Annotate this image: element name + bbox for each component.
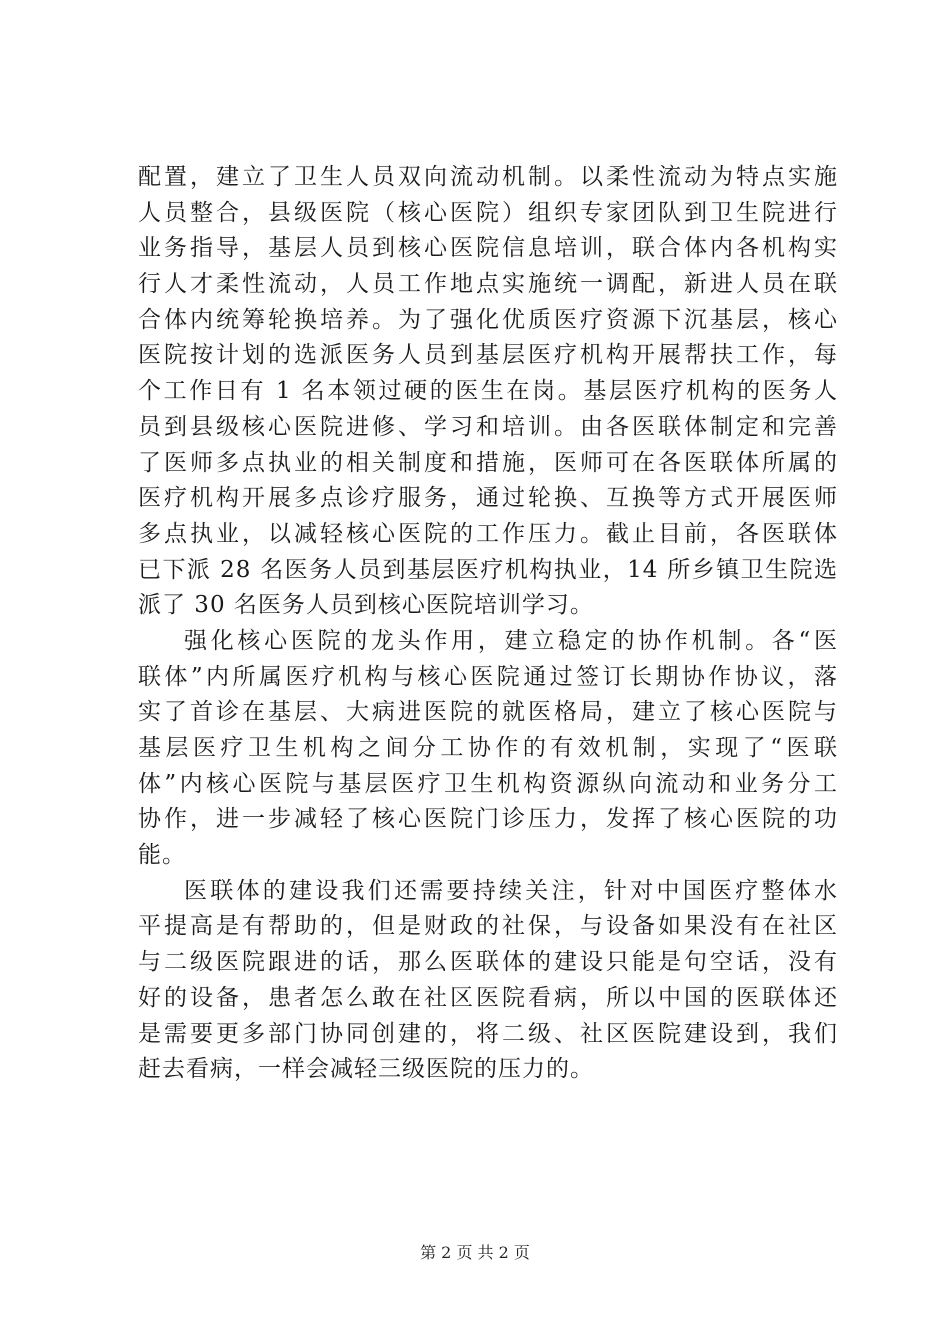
text-line: 与二级医院跟进的话，那么医联体的建设只能是句空话，没有: [138, 949, 838, 976]
text-line: 了医师多点执业的相关制度和措施，医师可在各医联体所属的: [138, 449, 838, 476]
text-line: 基层医疗卫生机构之间分工协作的有效机制，实现了“医联: [138, 735, 838, 761]
text-line: 行人才柔性流动，人员工作地点实施统一调配，新进人员在联: [138, 271, 838, 298]
text-line: 强化核心医院的龙头作用，建立稳定的协作机制。各“医: [184, 627, 838, 654]
text-line: 体”内核心医院与基层医疗卫生机构资源纵向流动和业务分工: [138, 770, 838, 797]
text-line: 赶去看病，一样会减轻三级医院的压力的。: [138, 1056, 594, 1083]
text-line: 派了 30 名医务人员到核心医院培训学习。: [138, 592, 594, 619]
text-line: 合体内统筹轮换培养。为了强化优质医疗资源下沉基层，核心: [138, 306, 838, 333]
text-line: 联体”内所属医疗机构与核心医院通过签订长期协作协议，落: [138, 663, 838, 690]
text-line: 员到县级核心医院进修、学习和培训。由各医联体制定和完善: [138, 413, 838, 440]
text-line: 医疗机构开展多点诊疗服务，通过轮换、互换等方式开展医师: [138, 485, 838, 512]
text-line: 业务指导，基层人员到核心医院信息培训，联合体内各机构实: [138, 235, 838, 262]
text-line: 多点执业，以减轻核心医院的工作压力。截止目前，各医联体: [138, 520, 838, 547]
text-line: 协作，进一步减轻了核心医院门诊压力，发挥了核心医院的功: [138, 806, 838, 833]
text-line: 配置，建立了卫生人员双向流动机制。以柔性流动为特点实施: [138, 164, 838, 190]
paragraph: [138, 160, 838, 624]
text-line: 个工作日有 1 名本领过硬的医生在岗。基层医疗机构的医务人: [138, 378, 838, 405]
text-line: 好的设备，患者怎么敢在社区医院看病，所以中国的医联体还: [138, 984, 838, 1011]
page-number-footer: 第 2 页 共 2 页: [420, 1243, 530, 1262]
text-line: 医联体的建设我们还需要持续关注，针对中国医疗整体水: [184, 877, 838, 904]
text-line: 医院按计划的选派医务人员到基层医疗机构开展帮扶工作，每: [138, 342, 838, 369]
paragraph: [138, 874, 838, 1088]
document-body: [138, 160, 838, 1088]
text-line: 实了首诊在基层、大病进医院的就医格局，建立了核心医院与: [138, 699, 838, 726]
text-line: 能。: [138, 842, 186, 869]
text-line: 已下派 28 名医务人员到基层医疗机构执业，14 所乡镇卫生院选: [138, 556, 838, 583]
text-line: 平提高是有帮助的，但是财政的社保，与设备如果没有在社区: [138, 913, 838, 940]
text-line: 是需要更多部门协同创建的，将二级、社区医院建设到，我们: [138, 1020, 838, 1047]
paragraph: [138, 624, 838, 874]
text-line: 人员整合，县级医院（核心医院）组织专家团队到卫生院进行: [138, 199, 838, 226]
